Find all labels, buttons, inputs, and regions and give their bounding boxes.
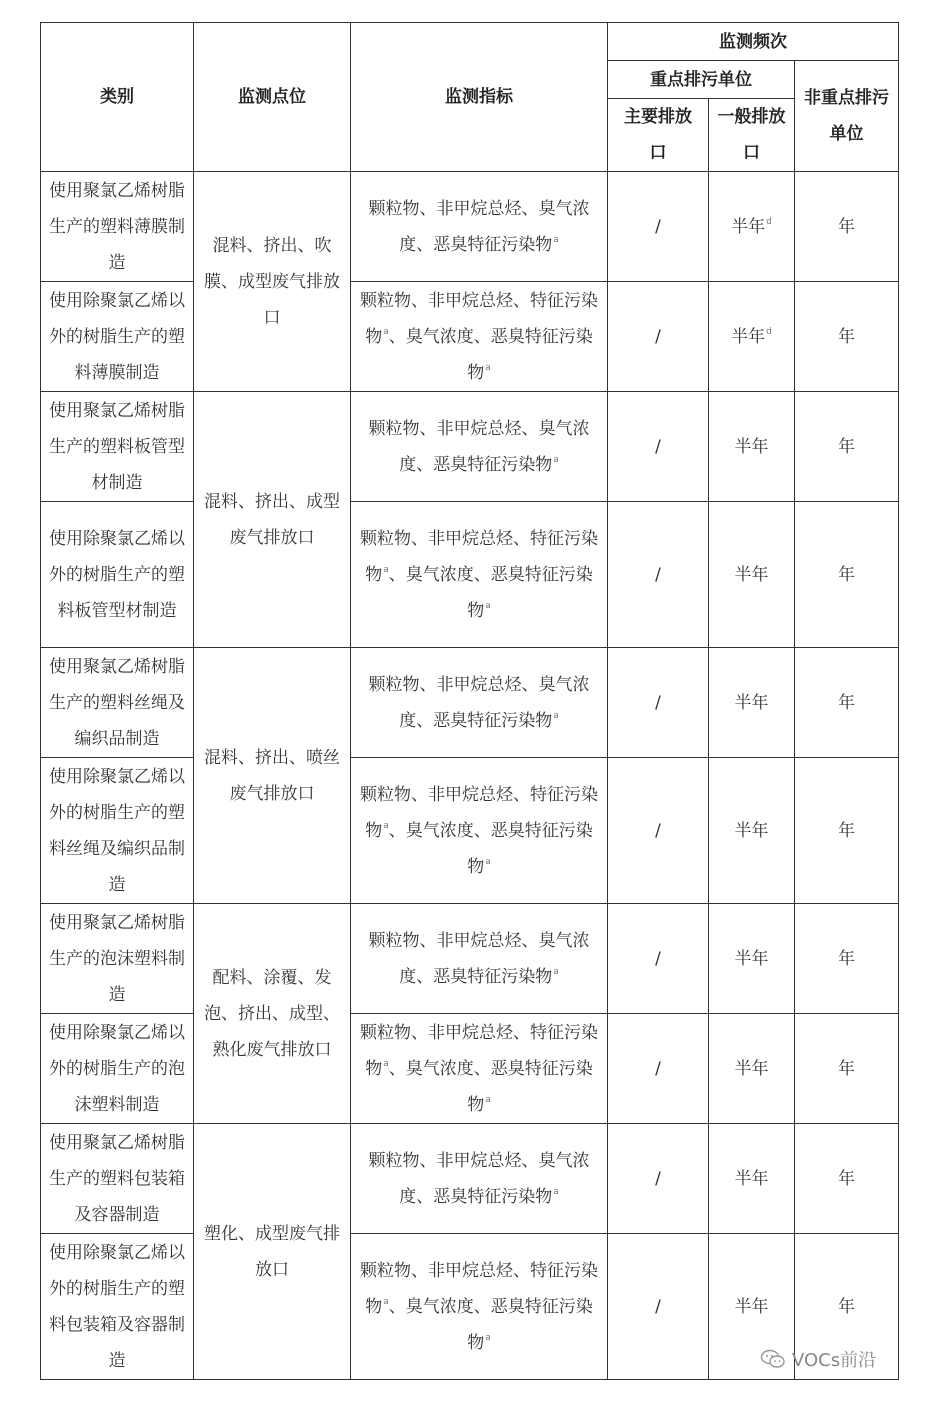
footnote-mark: a [383, 564, 389, 575]
point-cell: 混料、挤出、喷丝废气排放口 [194, 648, 351, 904]
indicator-cell [351, 904, 608, 1014]
main-outlet-cell: / [608, 904, 709, 1014]
footnote-mark: a [485, 1332, 491, 1343]
footnote-mark: d [766, 326, 772, 337]
indicator-text: 、臭气浓度、恶臭特征污染物 [388, 820, 593, 877]
general-outlet-value: 半年 [731, 216, 766, 237]
header-key-unit: 重点排污单位 [608, 61, 795, 99]
general-outlet-value: 半年 [734, 948, 769, 969]
indicator-cell [351, 1234, 608, 1380]
indicator-cell [351, 172, 608, 282]
indicator-cell [351, 502, 608, 648]
point-cell: 配料、涂覆、发泡、挤出、成型、熟化废气排放口 [194, 904, 351, 1124]
indicator-text: 颗粒物、非甲烷总烃、特征污染物 [360, 290, 598, 347]
non-key-cell: 年 [795, 758, 899, 904]
category-cell: 使用聚氯乙烯树脂生产的塑料薄膜制造 [41, 172, 194, 282]
main-outlet-cell: / [608, 1234, 709, 1380]
point-cell: 塑化、成型废气排放口 [194, 1124, 351, 1380]
table-row [41, 648, 899, 758]
category-cell: 使用除聚氯乙烯以外的树脂生产的塑料板管型材制造 [41, 502, 194, 648]
indicator-text: 、臭气浓度、恶臭特征污染物 [388, 564, 593, 621]
indicator-cell [351, 282, 608, 392]
footnote-mark: a [383, 326, 389, 337]
indicator-text: 、臭气浓度、恶臭特征污染物 [388, 326, 593, 383]
main-outlet-cell: / [608, 282, 709, 392]
indicator-text: 颗粒物、非甲烷总烃、特征污染物 [360, 1260, 598, 1317]
general-outlet-cell [709, 1014, 795, 1124]
category-cell: 使用聚氯乙烯树脂生产的塑料包装箱及容器制造 [41, 1124, 194, 1234]
footnote-mark: a [485, 1094, 491, 1105]
indicator-text: 、臭气浓度、恶臭特征污染物 [388, 1296, 593, 1353]
footnote-mark: a [485, 600, 491, 611]
table-row [41, 502, 899, 648]
non-key-cell: 年 [795, 1014, 899, 1124]
indicator-text: 颗粒物、非甲烷总烃、臭气浓度、恶臭特征污染物 [368, 930, 590, 987]
main-outlet-cell: / [608, 758, 709, 904]
table-row [41, 282, 899, 392]
indicator-cell [351, 648, 608, 758]
watermark-text: VOCs前沿 [792, 1350, 877, 1371]
footnote-mark: a [383, 1296, 389, 1307]
category-cell: 使用聚氯乙烯树脂生产的泡沫塑料制造 [41, 904, 194, 1014]
main-outlet-cell: / [608, 1014, 709, 1124]
non-key-cell: 年 [795, 282, 899, 392]
table-row [41, 904, 899, 1014]
point-cell: 混料、挤出、成型废气排放口 [194, 392, 351, 648]
table-row [41, 1014, 899, 1124]
monitoring-table [40, 22, 899, 1380]
non-key-cell: 年 [795, 904, 899, 1014]
main-outlet-cell: / [608, 648, 709, 758]
indicator-text: 颗粒物、非甲烷总烃、臭气浓度、恶臭特征污染物 [368, 1150, 590, 1207]
indicator-cell [351, 1124, 608, 1234]
footnote-mark: a [553, 454, 559, 465]
general-outlet-cell [709, 282, 795, 392]
footnote-mark: a [553, 1186, 559, 1197]
category-cell: 使用除聚氯乙烯以外的树脂生产的塑料丝绳及编织品制造 [41, 758, 194, 904]
general-outlet-value: 半年 [734, 1168, 769, 1189]
footnote-mark: a [485, 856, 491, 867]
category-cell: 使用除聚氯乙烯以外的树脂生产的塑料薄膜制造 [41, 282, 194, 392]
header-category: 类别 [41, 23, 194, 172]
footnote-mark: a [553, 234, 559, 245]
footnote-mark: a [383, 1058, 389, 1069]
category-cell: 使用除聚氯乙烯以外的树脂生产的塑料包装箱及容器制造 [41, 1234, 194, 1380]
general-outlet-cell [709, 1124, 795, 1234]
category-cell: 使用聚氯乙烯树脂生产的塑料丝绳及编织品制造 [41, 648, 194, 758]
main-outlet-cell: / [608, 502, 709, 648]
indicator-text: 颗粒物、非甲烷总烃、臭气浓度、恶臭特征污染物 [368, 198, 590, 255]
table-row [41, 758, 899, 904]
general-outlet-value: 半年 [734, 820, 769, 841]
table-row [41, 172, 899, 282]
footnote-mark: a [383, 820, 389, 831]
indicator-text: 颗粒物、非甲烷总烃、特征污染物 [360, 784, 598, 841]
main-outlet-cell: / [608, 1124, 709, 1234]
general-outlet-cell [709, 648, 795, 758]
table-row [41, 1124, 899, 1234]
general-outlet-value: 半年 [734, 564, 769, 585]
point-cell: 混料、挤出、吹膜、成型废气排放口 [194, 172, 351, 392]
header-general-outlet: 一般排放口 [709, 99, 795, 172]
general-outlet-value: 半年 [734, 692, 769, 713]
non-key-cell: 年 [795, 502, 899, 648]
table-row [41, 392, 899, 502]
general-outlet-value: 半年 [734, 1058, 769, 1079]
non-key-cell: 年 [795, 1234, 899, 1380]
footnote-mark: a [553, 710, 559, 721]
general-outlet-cell [709, 172, 795, 282]
indicator-text: 颗粒物、非甲烷总烃、臭气浓度、恶臭特征污染物 [368, 674, 590, 731]
footnote-mark: a [485, 362, 491, 373]
watermark [760, 1346, 876, 1372]
general-outlet-cell [709, 392, 795, 502]
wechat-icon [760, 1349, 786, 1369]
non-key-cell: 年 [795, 648, 899, 758]
main-outlet-cell: / [608, 392, 709, 502]
indicator-text: 、臭气浓度、恶臭特征污染物 [388, 1058, 593, 1115]
header-non-key-unit: 非重点排污单位 [795, 61, 899, 172]
header-point: 监测点位 [194, 23, 351, 172]
non-key-cell: 年 [795, 1124, 899, 1234]
general-outlet-value: 半年 [734, 436, 769, 457]
main-outlet-cell: / [608, 172, 709, 282]
general-outlet-value: 半年 [731, 326, 766, 347]
general-outlet-value: 半年 [734, 1296, 769, 1317]
category-cell: 使用除聚氯乙烯以外的树脂生产的泡沫塑料制造 [41, 1014, 194, 1124]
header-frequency: 监测频次 [608, 23, 899, 61]
non-key-cell: 年 [795, 392, 899, 502]
category-cell: 使用聚氯乙烯树脂生产的塑料板管型材制造 [41, 392, 194, 502]
general-outlet-cell [709, 502, 795, 648]
non-key-cell: 年 [795, 172, 899, 282]
footnote-mark: d [766, 216, 772, 227]
footnote-mark: a [553, 966, 559, 977]
header-main-outlet: 主要排放口 [608, 99, 709, 172]
general-outlet-cell [709, 904, 795, 1014]
indicator-text: 颗粒物、非甲烷总烃、特征污染物 [360, 1022, 598, 1079]
general-outlet-cell [709, 758, 795, 904]
indicator-text: 颗粒物、非甲烷总烃、特征污染物 [360, 528, 598, 585]
indicator-cell [351, 1014, 608, 1124]
indicator-cell [351, 758, 608, 904]
indicator-text: 颗粒物、非甲烷总烃、臭气浓度、恶臭特征污染物 [368, 418, 590, 475]
header-indicator: 监测指标 [351, 23, 608, 172]
indicator-cell [351, 392, 608, 502]
table-body [41, 172, 899, 1380]
